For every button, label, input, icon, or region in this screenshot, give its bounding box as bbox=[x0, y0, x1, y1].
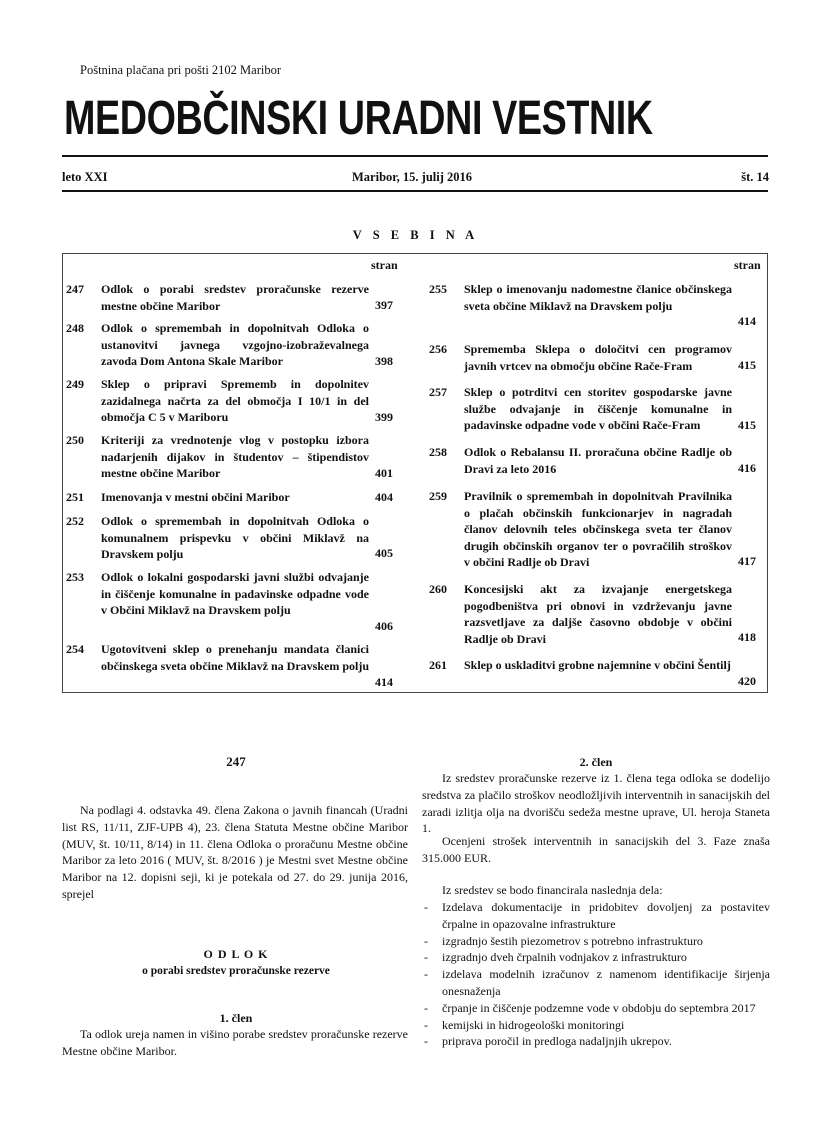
article-number: 247 bbox=[226, 754, 246, 769]
article-1-heading: 1. člen bbox=[219, 1011, 253, 1025]
masthead-title: MEDOBČINSKI URADNI VESTNIK bbox=[64, 90, 653, 145]
toc-entry-title: Odlok o porabi sredstev proračunske rezerve mestne občine Maribor bbox=[101, 282, 369, 313]
header-divider-bottom bbox=[62, 190, 768, 192]
list-item: - priprava poročil in predloga nadaljnjih ukrepov. bbox=[424, 1034, 672, 1049]
toc-entry-title: Imenovanja v mestni občini Maribor bbox=[101, 490, 290, 504]
toc-entry-page: 417 bbox=[738, 554, 756, 568]
toc-entry-title: Koncesijski akt za izvajanje energetskega pogodbeništva pri obnovi in vzdrževanju javne razsvetljave za daljše časovno obdobje v občini Radlje ob Dravi bbox=[464, 582, 732, 646]
toc-entry-title: Ugotovitveni sklep o prenehanju mandata članici občinskega sveta občine Miklavž na Dravskem polju bbox=[101, 642, 370, 673]
act-title: O D L O K bbox=[203, 947, 269, 961]
toc-entry-title: Odlok o spremembah in dopolnitvah Odloka o ustanovitvi javnega vzgojno-izobraževalnega zavoda Dom Antona Skale Maribor bbox=[101, 321, 369, 368]
header-divider-top bbox=[62, 155, 768, 157]
toc-entry-title: Odlok o lokalni gospodarski javni službi odvajanje in čiščenje komunalne in padavinske odpadne vode v Občini Miklavž na Dravskem polju bbox=[101, 570, 369, 617]
article-2-heading: 2. člen bbox=[579, 755, 613, 769]
list-item: - izgradnjo šestih piezometrov s potrebno infrastrukturo bbox=[424, 933, 703, 948]
toc-entry-number: 254 bbox=[66, 642, 84, 656]
toc-entry-number: 252 bbox=[66, 514, 84, 528]
toc-entry-number: 248 bbox=[66, 321, 84, 335]
toc-entry-title: Sklep o imenovanju nadomestne članice občinskega sveta občine Miklavž na Dravskem polju bbox=[464, 282, 732, 313]
toc-entry-number: 256 bbox=[429, 342, 447, 356]
list-item: - izgradnjo dveh črpalnih vodnjakov z infrastrukturo bbox=[424, 950, 687, 965]
toc-entry-title: Sprememba Sklepa o določitvi cen programov javnih vrtcev na območju občine Rače-Fram bbox=[464, 342, 732, 373]
toc-entry-title: Sklep o uskladitvi grobne najemnine v občini Šentilj bbox=[464, 658, 731, 672]
list-item: - izdelava modelnih izračunov z namenom identifikacije širjenja onesnaženja bbox=[424, 967, 770, 998]
toc-entry-number: 251 bbox=[66, 490, 84, 504]
toc-entry-number: 255 bbox=[429, 282, 447, 296]
article-preamble: Na podlagi 4. odstavka 49. člena Zakona o javnih financah (Uradni list RS, 11/11, ZJF-UPB 4), 23. člena Statuta Mestne občine Maribor (MUV, št. 10/11, 8/14) in 11. člena Odloka o proračunu Mestne občine Maribor za leto 2016 ( MUV, št. 8/2016 ) je Mestni svet Mestne občine Maribor na 12. dopisni seji, ki je potekala od 27. do 29. junija 2016, sprejel bbox=[62, 803, 408, 901]
toc-entry-title: Odlok o Rebalansu II. proračuna občine Radlje ob Dravi za leto 2016 bbox=[464, 445, 732, 476]
toc-entry-page: 414 bbox=[375, 675, 393, 689]
page-column-label-right: stran bbox=[734, 258, 761, 272]
article-2-paragraph-1: Iz sredstev proračunske rezerve iz 1. člena tega odloka se dodelijo sredstva za plačilo stroškov neodložljivih interventnih in sanacijskih del zaradi izlitja olja na dvorišču sedeža mestne uprave, Ul. heroja Staneta 1. bbox=[422, 771, 770, 836]
toc-entry-page: 397 bbox=[375, 298, 393, 312]
toc-entry-title: Odlok o spremembah in dopolnitvah Odloka o komunalnem prispevku v občini Miklavž na Dravskem polju bbox=[101, 514, 369, 561]
toc-entry-page: 401 bbox=[375, 466, 393, 480]
list-item: - kemijski in hidrogeološki monitoringi bbox=[424, 1017, 625, 1032]
toc-entry-number: 261 bbox=[429, 658, 447, 672]
contents-heading: V S E B I N A bbox=[352, 228, 479, 242]
toc-entry-number: 253 bbox=[66, 570, 84, 584]
toc-entry-number: 258 bbox=[429, 445, 447, 459]
issue-number: št. 14 bbox=[741, 170, 769, 184]
toc-entry-page: 420 bbox=[738, 674, 756, 688]
article-1-text: Ta odlok ureja namen in višino porabe sredstev proračunske rezerve Mestne občine Maribor. bbox=[62, 1027, 408, 1058]
list-item: - Izdelava dokumentacije in pridobitev dovoljenj za postavitev črpalne in opazovalne infrastrukture bbox=[424, 900, 770, 931]
toc-entry-page: 418 bbox=[738, 630, 756, 644]
toc-entry-page: 415 bbox=[738, 418, 756, 432]
toc-entry-title: Sklep o pripravi Sprememb in dopolnitev zazidalnega načrta za del območja I 10/1 in del območja C 5 v Mariboru bbox=[101, 377, 369, 424]
toc-entry-number: 249 bbox=[66, 377, 84, 391]
toc-entry-title: Kriteriji za vrednotenje vlog v postopku izbora nadarjenih dijakov in študentov – štipendistov mestne občine Maribor bbox=[101, 433, 369, 480]
act-subtitle: o porabi sredstev proračunske rezerve bbox=[142, 965, 330, 977]
toc-entry-number: 257 bbox=[429, 385, 447, 399]
toc-entry-number: 250 bbox=[66, 433, 84, 447]
toc-entry-title: Pravilnik o spremembah in dopolnitvah Pravilnika o plačah občinskih funkcionarjev in nagradah članov delovnih teles občinskega sveta ter članov drugih občinskih organov ter o povračilih stroškov v občini Radlje ob Dravi bbox=[464, 489, 732, 569]
works-list bbox=[422, 899, 770, 1050]
article-2-paragraph-2: Ocenjeni strošek interventnih in sanacijskih del 3. Faze znaša 315.000 EUR. bbox=[422, 834, 770, 865]
toc-entry-number: 260 bbox=[429, 582, 447, 596]
list-item: - črpanje in čiščenje podzemne vode v obdobju do septembra 2017 bbox=[424, 1000, 756, 1015]
toc-entry-page: 405 bbox=[375, 546, 393, 560]
toc-entry-page: 398 bbox=[375, 354, 393, 368]
toc-entry-page: 399 bbox=[375, 410, 393, 424]
toc-entry-page: 404 bbox=[375, 490, 393, 504]
place-date: Maribor, 15. julij 2016 bbox=[352, 170, 473, 184]
volume-label: leto XXI bbox=[62, 170, 108, 184]
toc-entry-title: Sklep o potrditvi cen storitev gospodarske javne službe odvajanje in čiščenje komunalne in padavinske odpadne vode v občini Rače-Fram bbox=[464, 385, 732, 432]
toc-entry-number: 247 bbox=[66, 282, 84, 296]
toc-entry-page: 406 bbox=[375, 619, 393, 633]
article-2-paragraph-3: Iz sredstev se bodo financirala naslednja dela: bbox=[442, 883, 663, 897]
postage-note: Poštnina plačana pri pošti 2102 Maribor bbox=[80, 63, 282, 77]
toc-entry-number: 259 bbox=[429, 489, 447, 503]
page-column-label-left: stran bbox=[371, 258, 398, 272]
toc-entry-page: 414 bbox=[738, 314, 756, 328]
toc-entry-page: 416 bbox=[738, 461, 756, 475]
toc-entry-page: 415 bbox=[738, 358, 756, 372]
